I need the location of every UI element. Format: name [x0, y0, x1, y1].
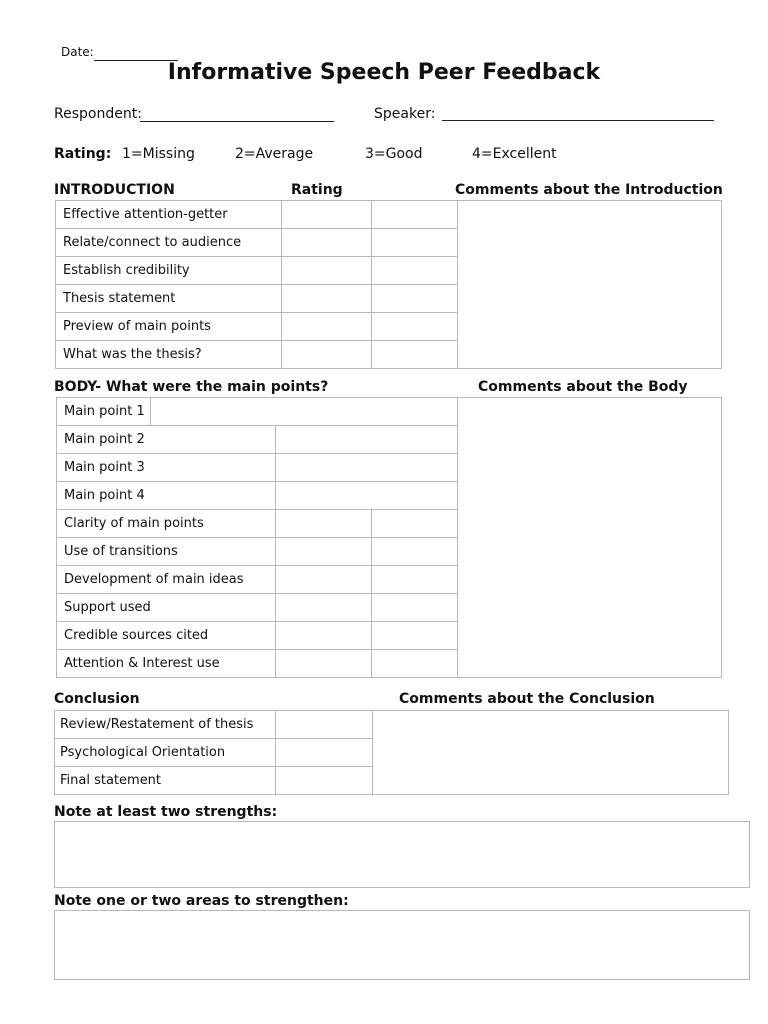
conclusion-heading: Conclusion — [54, 691, 140, 707]
strengths-box[interactable] — [54, 821, 750, 888]
intro-row-label: Establish credibility — [56, 257, 282, 285]
table-row — [57, 538, 458, 566]
page-title: Informative Speech Peer Feedback — [167, 60, 601, 85]
rating-cell[interactable] — [275, 739, 372, 767]
conclusion-comments-heading: Comments about the Conclusion — [399, 691, 655, 707]
rating-cell[interactable] — [275, 650, 372, 678]
body-row-label: Clarity of main points — [57, 510, 276, 538]
table-row — [57, 650, 458, 678]
intro-comments-box[interactable] — [457, 200, 722, 369]
conclusion-comments-box[interactable] — [372, 710, 729, 795]
main-point-answer[interactable] — [275, 454, 457, 482]
improvements-box[interactable] — [54, 910, 750, 980]
rating-scale-2: 2=Average — [235, 146, 314, 162]
main-point-answer[interactable] — [151, 398, 457, 425]
conclusion-row-label: Final statement — [55, 767, 276, 795]
rating-scale-3: 3=Good — [365, 146, 423, 162]
body-heading: BODY- What were the main points? — [54, 379, 329, 395]
intro-row-label: Preview of main points — [56, 313, 282, 341]
rating-cell[interactable] — [372, 566, 458, 594]
intro-row-label: Relate/connect to audience — [56, 229, 282, 257]
table-row — [57, 566, 458, 594]
table-row — [56, 257, 458, 285]
rating-cell[interactable] — [275, 622, 372, 650]
intro-comments-heading: Comments about the Introduction — [455, 182, 723, 198]
body-comments-heading: Comments about the Body — [478, 379, 688, 395]
body-comments-box[interactable] — [457, 397, 722, 678]
intro-row-label: What was the thesis? — [56, 341, 282, 369]
table-row — [56, 229, 458, 257]
main-point-label: Main point 2 — [57, 426, 276, 454]
table-row — [55, 711, 373, 739]
introduction-table — [55, 200, 458, 369]
rating-label: Rating: — [54, 146, 112, 162]
rating-cell[interactable] — [372, 341, 458, 369]
table-row — [56, 201, 458, 229]
rating-heading: Rating — [291, 182, 343, 198]
table-row — [57, 398, 458, 426]
rating-cell[interactable] — [372, 538, 458, 566]
rating-cell[interactable] — [281, 341, 372, 369]
conclusion-table — [54, 710, 373, 795]
respondent-label: Respondent: — [54, 106, 142, 122]
table-row — [56, 341, 458, 369]
body-row-label: Development of main ideas — [57, 566, 276, 594]
body-row-label: Attention & Interest use — [57, 650, 276, 678]
date-label: Date: — [61, 45, 94, 59]
rating-cell[interactable] — [275, 538, 372, 566]
table-row — [57, 482, 458, 510]
rating-cell[interactable] — [372, 285, 458, 313]
table-row — [57, 454, 458, 482]
rating-scale-4: 4=Excellent — [472, 146, 557, 162]
conclusion-row-label: Psychological Orientation — [55, 739, 276, 767]
intro-row-label: Thesis statement — [56, 285, 282, 313]
main-point-answer[interactable] — [275, 482, 457, 510]
body-table — [56, 397, 458, 678]
speaker-label: Speaker: — [374, 106, 436, 122]
table-row — [57, 622, 458, 650]
rating-cell[interactable] — [275, 566, 372, 594]
introduction-heading: INTRODUCTION — [54, 182, 175, 198]
rating-cell[interactable] — [275, 510, 372, 538]
table-row — [56, 285, 458, 313]
improvements-heading: Note one or two areas to strengthen: — [54, 893, 349, 909]
table-row — [57, 426, 458, 454]
table-row — [57, 510, 458, 538]
rating-cell[interactable] — [281, 313, 372, 341]
rating-cell[interactable] — [372, 229, 458, 257]
respondent-field[interactable] — [140, 121, 334, 122]
table-row — [55, 767, 373, 795]
speaker-field[interactable] — [442, 120, 714, 121]
rating-cell[interactable] — [372, 650, 458, 678]
strengths-heading: Note at least two strengths: — [54, 804, 278, 820]
rating-scale-1: 1=Missing — [122, 146, 195, 162]
rating-cell[interactable] — [275, 767, 372, 795]
rating-cell[interactable] — [372, 510, 458, 538]
body-row-label: Credible sources cited — [57, 622, 276, 650]
rating-cell[interactable] — [372, 201, 458, 229]
rating-cell[interactable] — [372, 257, 458, 285]
main-point-label: Main point 4 — [57, 482, 276, 510]
body-row-label: Support used — [57, 594, 276, 622]
rating-cell[interactable] — [275, 711, 372, 739]
body-row-label: Use of transitions — [57, 538, 276, 566]
rating-cell[interactable] — [281, 257, 372, 285]
main-point-answer[interactable] — [275, 426, 457, 454]
rating-cell[interactable] — [372, 313, 458, 341]
intro-row-label: Effective attention-getter — [56, 201, 282, 229]
rating-cell[interactable] — [281, 229, 372, 257]
rating-cell[interactable] — [372, 594, 458, 622]
table-row — [56, 313, 458, 341]
rating-cell[interactable] — [281, 201, 372, 229]
main-point-label: Main point 3 — [57, 454, 276, 482]
table-row — [55, 739, 373, 767]
rating-cell[interactable] — [372, 622, 458, 650]
main-point-label: Main point 1 — [57, 398, 151, 425]
rating-cell[interactable] — [275, 594, 372, 622]
rating-cell[interactable] — [281, 285, 372, 313]
table-row — [57, 594, 458, 622]
conclusion-row-label: Review/Restatement of thesis — [55, 711, 276, 739]
